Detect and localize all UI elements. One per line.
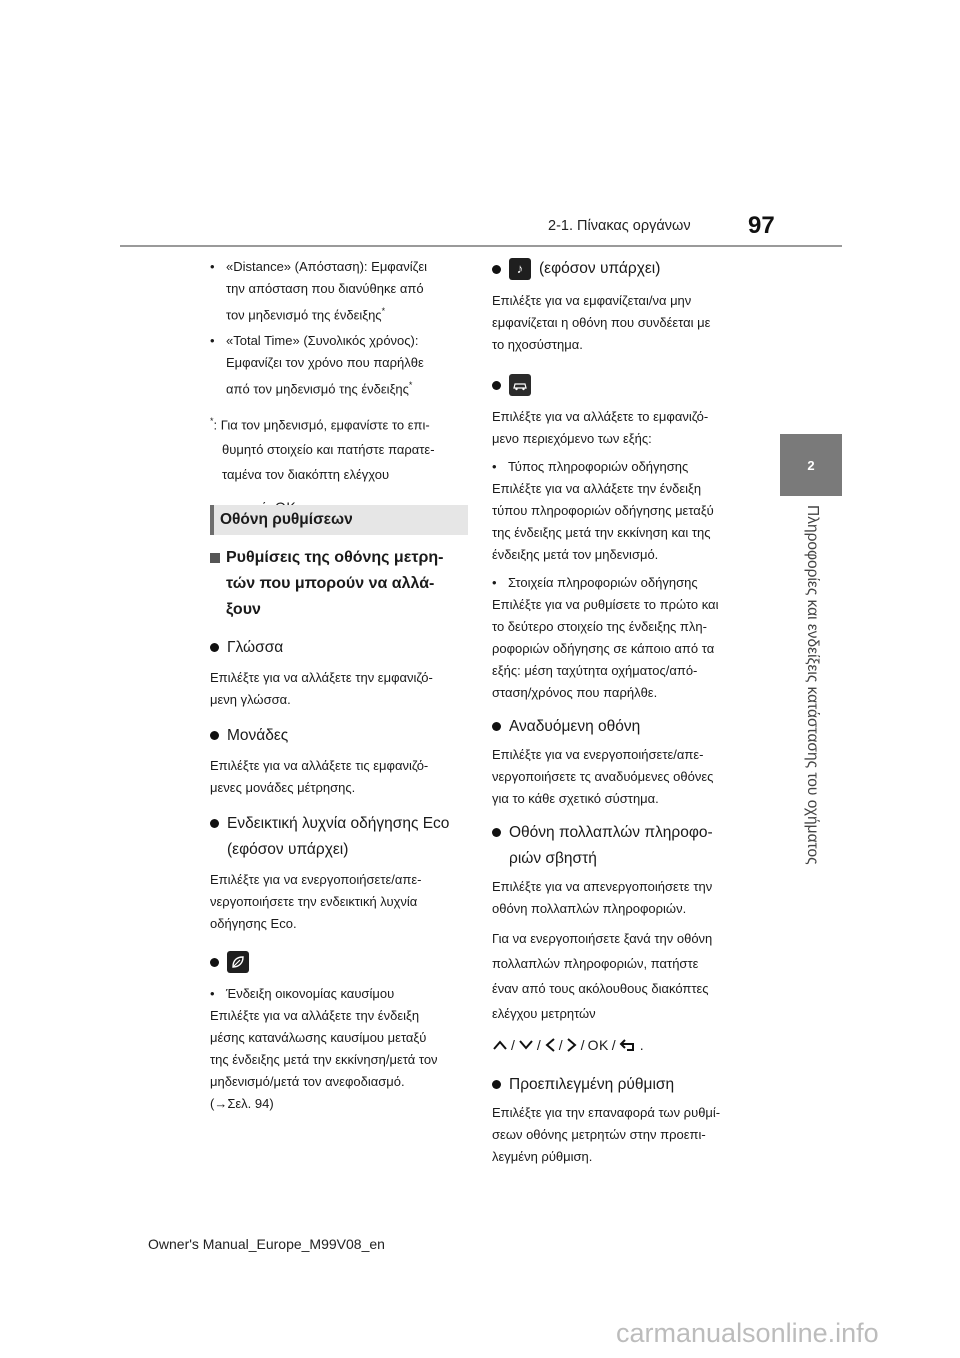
item-multi-off — [492, 820, 754, 872]
item-eco — [210, 811, 472, 863]
text-line: θυμητό στοιχείο και πατήστε παρατε- — [222, 441, 435, 457]
text-line: σεων οθόνης μετρητών στην προεπι- — [492, 1127, 706, 1142]
text-line: ελέγχου μετρητών — [492, 1006, 596, 1021]
item-title: (εφόσον υπάρχει) — [539, 260, 661, 277]
separator: / — [558, 1037, 563, 1053]
car-info-icon — [509, 374, 531, 396]
text-line: ταμένα τον διακόπτη ελέγχου — [222, 466, 390, 482]
item-title: Οθόνη πολλαπλών πληροφο- — [509, 824, 713, 841]
text-line: πολλαπλών πληροφοριών, πατήστε — [492, 956, 699, 971]
item-title: (εφόσον υπάρχει) — [227, 841, 349, 858]
text-line: λεγμένη ρύθμιση. — [492, 1149, 593, 1164]
item-audio — [492, 258, 754, 280]
text-line: για το κάθε σχετικό σύστημα. — [492, 791, 659, 806]
heading-line: τών που μπορούν να αλλά- — [226, 575, 435, 592]
chevron-down-icon — [518, 1039, 534, 1051]
right-column — [492, 258, 754, 1168]
item-default — [492, 1072, 754, 1098]
watermark: carmanualsonline.info — [616, 1318, 879, 1348]
text-line: έναν από τους ακόλουθους διακόπτες — [492, 981, 709, 996]
text-line: τύπου πληροφοριών οδήγησης μεταξύ — [492, 503, 714, 518]
item-fuel-icon — [210, 951, 472, 973]
text-line: μενο περιεχόμενο των εξής: — [492, 431, 652, 446]
leaf-icon — [227, 951, 249, 973]
text-line: εμφανίζεται η οθόνη που συνδέεται με — [492, 315, 711, 330]
chevron-up-icon — [492, 1039, 508, 1051]
text-line: : Για τον μηδενισμό, εμφανίστε το επι- — [213, 416, 430, 432]
bullet-fuel: • Ένδειξη οικονομίας καυσίμου — [210, 983, 472, 1005]
text-line: «Distance» (Απόσταση): Εμφανίζει — [226, 259, 428, 274]
control-switch-symbols — [492, 1034, 644, 1056]
bullet-total-time: • «Total Time» (Συνολικός χρόνος): Εμφανίζει τον χρόνο που παρήλθε από τον μηδενισμό της ένδειξης* — [210, 330, 472, 400]
bullet-items: • Στοιχεία πληροφοριών οδήγησης — [492, 572, 754, 594]
text-line: μενη γλώσσα. — [210, 692, 291, 707]
item-title: Ενδεικτική λυχνία οδήγησης Eco — [227, 815, 450, 832]
period: . — [639, 1037, 644, 1053]
section-heading-text: Οθόνη ρυθμίσεων — [220, 511, 353, 528]
bullet-dot-icon — [492, 722, 501, 731]
heading-line: ξουν — [226, 601, 261, 618]
item-units — [210, 723, 472, 749]
bullet-dot-icon — [210, 731, 219, 740]
item-drive-info — [492, 374, 754, 396]
separator: / — [611, 1037, 616, 1053]
separator: / — [580, 1037, 585, 1053]
footnote-star: * — [210, 415, 214, 426]
item-title: Μονάδες — [227, 727, 289, 744]
bullet-dot-icon — [492, 265, 501, 274]
text-line: Ένδειξη οικονομίας καυσίμου — [226, 986, 395, 1001]
text-line: Επιλέξτε για να ρυθμίσετε το πρώτο και — [492, 597, 719, 612]
text-line: της ένδειξης μετά την εκκίνηση/μετά τον — [210, 1052, 438, 1067]
text-line: νεργοποιήσετε την ενδεικτική λυχνία — [210, 894, 418, 909]
left-column — [210, 256, 472, 520]
text-line: Εμφανίζει τον χρόνο που παρήλθε — [226, 355, 424, 371]
bullet-dot-icon — [492, 1080, 501, 1089]
text-line: οθόνη πολλαπλών πληροφοριών. — [492, 901, 687, 916]
text-line: από τον μηδενισμό της ένδειξης — [226, 381, 409, 397]
subsection-heading — [210, 545, 472, 623]
text-line: ροφοριών οδήγησης σε κάποιο από τα — [492, 641, 715, 656]
bullet-dot-icon — [492, 381, 501, 390]
footnote-star: * — [408, 380, 413, 391]
bullet-distance: • «Distance» (Απόσταση): Εμφανίζει την απόσταση που διανύθηκε από τον μηδενισμό της ένδειξης* — [210, 256, 472, 326]
section-header-title: 2-1. Πίνακας οργάνων — [548, 218, 691, 234]
page-number: 97 — [748, 212, 775, 239]
chevron-left-icon — [544, 1037, 556, 1053]
item-popup — [492, 714, 754, 740]
text-line: Τύπος πληροφοριών οδήγησης — [508, 459, 689, 474]
bullet-dot-icon — [210, 819, 219, 828]
text-line: Επιλέξτε για να ενεργοποιήσετε/απε- — [210, 872, 422, 887]
text-line: Επιλέξτε για να αλλάξετε τις εμφανιζό- — [210, 758, 429, 773]
separator: / — [536, 1037, 541, 1053]
text-line: την απόσταση που διανύθηκε από — [226, 281, 424, 296]
text-line: Επιλέξτε για να αλλάξετε την ένδειξη — [210, 1008, 420, 1023]
footnote — [210, 409, 472, 520]
ok-button-icon: OK — [587, 1037, 609, 1053]
separator: / — [511, 1037, 515, 1053]
text-line: «Total Time» (Συνολικός χρόνος): — [226, 333, 419, 349]
text-line: Στοιχεία πληροφοριών οδήγησης — [508, 575, 698, 590]
chevron-right-icon — [566, 1037, 578, 1053]
text-line: εξής: μέση ταχύτητα οχήματος/από- — [492, 663, 698, 678]
item-title: Προεπιλεγμένη ρύθμιση — [509, 1076, 675, 1093]
chapter-side-title: Πληροφορίες και ενδείξεις κατάστασης του οχήματος — [804, 505, 821, 865]
text-line: σταση/χρόνος που παρήλθε. — [492, 685, 658, 700]
text-line: Επιλέξτε για να αλλάξετε την ένδειξη — [492, 481, 702, 496]
text-line: Επιλέξτε για να αλλάξετε την εμφανιζό- — [210, 670, 433, 685]
item-title: ριών σβηστή — [509, 850, 597, 867]
footer-text: Owner's Manual_Europe_M99V08_en — [148, 1236, 385, 1252]
item-title: Γλώσσα — [227, 639, 284, 656]
text-line: Επιλέξτε για την επαναφορά των ρυθμί- — [492, 1105, 721, 1120]
heading-line: Ρυθμίσεις της οθόνης μετρη- — [226, 549, 444, 566]
chapter-tab — [780, 434, 842, 496]
text-line: της ένδειξης μετά την εκκίνηση και της — [492, 525, 711, 540]
text-line: μηδενισμό/μετά τον ανεφοδιασμό. — [210, 1074, 405, 1089]
text-line: οδήγησης Eco. — [210, 916, 297, 931]
left-column-lower — [210, 545, 472, 1115]
page-reference[interactable]: (→Σελ. 94) — [210, 1096, 274, 1111]
text-line: Επιλέξτε για να αλλάξετε το εμφανιζό- — [492, 409, 709, 424]
bullet-type: • Τύπος πληροφοριών οδήγησης — [492, 456, 754, 478]
chapter-number: 2 — [807, 457, 815, 473]
square-bullet-icon — [210, 553, 220, 563]
text-line: νεργοποιήσετε τς αναδυόμενες οθόνες — [492, 769, 714, 784]
text-line: Επιλέξτε για να ενεργοποιήσετε/απε- — [492, 747, 704, 762]
item-title: Αναδυόμενη οθόνη — [509, 718, 641, 735]
section-heading — [210, 505, 468, 535]
text-line: μέσης κατανάλωσης καυσίμου μεταξύ — [210, 1030, 427, 1045]
footnote-star: * — [381, 306, 386, 316]
text-line: Για να ενεργοποιήσετε ξανά την οθόνη — [492, 931, 713, 946]
bullet-dot-icon — [210, 643, 219, 652]
back-icon — [619, 1038, 637, 1052]
text-line: Επιλέξτε για να εμφανίζεται/να μην — [492, 293, 692, 308]
text-line: το δεύτερο στοιχείο της ένδειξης πλη- — [492, 619, 707, 634]
text-line: το ηχοσύστημα. — [492, 337, 583, 352]
text-line: ένδειξης μετά τον μηδενισμό. — [492, 547, 659, 562]
text-line: Επιλέξτε για να απενεργοποιήσετε την — [492, 879, 713, 894]
music-note-icon: ♪ — [509, 258, 531, 280]
text-line: μενες μονάδες μέτρησης. — [210, 780, 356, 795]
bullet-dot-icon — [492, 828, 501, 837]
bullet-dot-icon — [210, 958, 219, 967]
header-rule — [120, 245, 842, 247]
text-line: τον μηδενισμό της ένδειξης — [226, 307, 382, 323]
item-language — [210, 635, 472, 661]
